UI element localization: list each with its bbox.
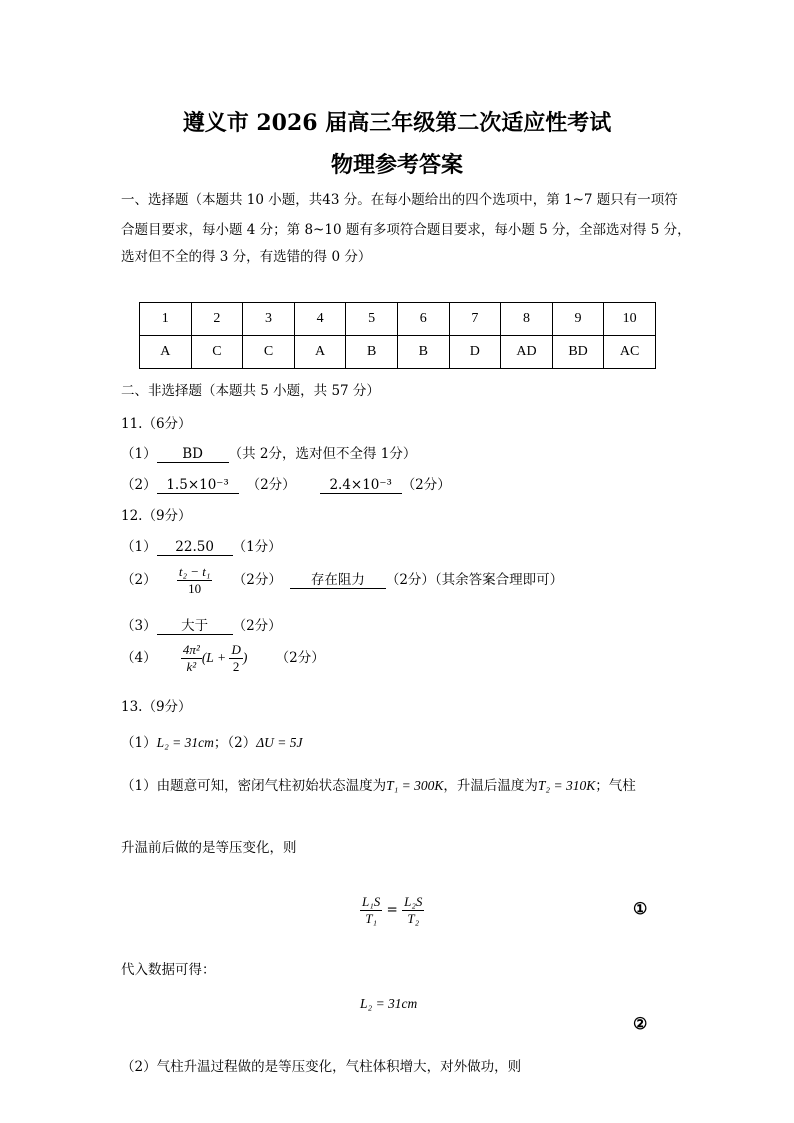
q13-summary-label1: （1） xyxy=(121,735,157,751)
q12-l1-answer: 22.50 xyxy=(157,540,233,556)
question-number: 8 xyxy=(501,303,553,336)
answer-cell: B xyxy=(397,336,449,369)
eq1-rhs xyxy=(402,894,424,927)
fraction-denominator: 2 xyxy=(232,659,240,674)
q12-l4-fraction xyxy=(181,642,202,675)
equation-mark-2: ② xyxy=(633,1014,648,1033)
q12-l2-fraction xyxy=(177,564,213,597)
q12-l1-note: （1分） xyxy=(232,539,282,555)
q13-paragraph2: 升温前后做的是等压变化，则 xyxy=(121,840,297,856)
q13-summary-answer1: L₂ = 31cm xyxy=(156,735,214,750)
q11-l2-answer2: 2.4×10⁻³ xyxy=(320,478,402,494)
q12-l4-mid: (L + xyxy=(201,650,230,665)
answer-cell: C xyxy=(243,336,295,369)
question-number: 9 xyxy=(552,303,604,336)
fraction-numerator: 4π² xyxy=(182,642,200,657)
answer-cell: D xyxy=(449,336,501,369)
q12-l4-end: ) xyxy=(242,650,248,665)
q13-equation1 xyxy=(360,894,424,927)
q12-line3 xyxy=(121,614,282,635)
answer-cell: A xyxy=(140,336,192,369)
answer-cell: BD xyxy=(552,336,604,369)
q11-l1-label: （1） xyxy=(121,446,157,462)
q12-line2 xyxy=(121,564,563,597)
answer-table xyxy=(139,302,656,369)
q12-line1 xyxy=(121,535,282,556)
q11-l1-answer: BD xyxy=(157,447,229,463)
fraction-numerator: L₁S xyxy=(362,894,381,909)
q11-l2-answer1: 1.5×10⁻³ xyxy=(157,478,239,494)
answer-cell: AC xyxy=(604,336,656,369)
q12-l4-fraction2 xyxy=(229,642,242,675)
q11-line2 xyxy=(121,473,451,494)
section1-intro-line2: 合题目要求，每小题 4 分；第 8~10 题有多项符合题目要求，每小题 5 分，全部选对得 5 分， xyxy=(121,222,691,238)
answer-cell: C xyxy=(191,336,243,369)
question-number: 5 xyxy=(346,303,398,336)
question-number: 1 xyxy=(140,303,192,336)
answer-cell: A xyxy=(294,336,346,369)
question-number: 6 xyxy=(397,303,449,336)
q12-line4 xyxy=(121,642,325,675)
q11-l2-note2: （2分） xyxy=(401,477,451,493)
fraction-denominator: 10 xyxy=(188,581,202,596)
q13-paragraph1 xyxy=(121,774,636,794)
q13-p1-t1: T₁ = 300K xyxy=(386,778,444,793)
section2-heading: 二、非选择题（本题共 5 小题，共 57 分） xyxy=(121,383,380,399)
q12-l2-answer2: 存在阻力 xyxy=(290,573,386,589)
q12-l3-note: （2分） xyxy=(232,618,282,634)
q12-l4-note: （2分） xyxy=(275,650,325,666)
q13-paragraph3: 代入数据可得： xyxy=(121,962,216,978)
q12-l1-label: （1） xyxy=(121,539,157,555)
q11-header: 11.（6分） xyxy=(121,416,192,432)
q13-summary-answer2: ΔU = 5J xyxy=(256,735,303,750)
q13-summary xyxy=(121,731,303,751)
q13-p1-text2: ，升温后温度为 xyxy=(443,778,538,794)
eq1-equals: = xyxy=(386,902,398,918)
q13-paragraph4: （2）气柱升温过程做的是等压变化，气柱体积增大，对外做功，则 xyxy=(121,1059,522,1075)
q12-l2-label: （2） xyxy=(121,572,157,588)
section1-intro-line3: 选对但不全的得 3 分，有选错的得 0 分） xyxy=(121,249,372,265)
q11-l2-note1: （2分） xyxy=(246,477,296,493)
answer-cell: AD xyxy=(501,336,553,369)
question-number: 7 xyxy=(449,303,501,336)
fraction-denominator: T₁ xyxy=(365,911,377,926)
section1-intro-line1: 一、选择题（本题共 10 小题，共43 分。在每小题给出的四个选项中，第 1~7 题只有一项符 xyxy=(121,192,678,208)
q13-p1-t2: T₂ = 310K xyxy=(537,778,596,793)
question-number: 2 xyxy=(191,303,243,336)
q12-l2-note1: （2分） xyxy=(232,572,282,588)
q13-p1-text1: （1）由题意可知，密闭气柱初始状态温度为 xyxy=(121,778,387,794)
q12-l3-label: （3） xyxy=(121,618,157,634)
exam-title: 遵义市 2026 届高三年级第二次适应性考试 xyxy=(182,110,612,136)
answer-table-number-row xyxy=(140,303,656,336)
question-number: 4 xyxy=(294,303,346,336)
answer-table-answer-row xyxy=(140,336,656,369)
q12-l4-label: （4） xyxy=(121,650,157,666)
q11-l1-note: （共 2分，选对但不全得 1分） xyxy=(228,446,417,462)
q13-p1-text3: ；气柱 xyxy=(595,778,636,794)
question-number: 10 xyxy=(604,303,656,336)
eq1-lhs xyxy=(360,894,382,927)
answer-cell: B xyxy=(346,336,398,369)
equation-mark-1: ① xyxy=(633,899,648,918)
question-number: 3 xyxy=(243,303,295,336)
fraction-numerator: L₂S xyxy=(404,894,423,909)
answer-key-title: 物理参考答案 xyxy=(330,152,463,178)
q13-equation2: L₂ = 31cm xyxy=(360,996,418,1011)
q13-summary-label2: ；（2） xyxy=(213,735,257,751)
fraction-numerator: t₂ − t₁ xyxy=(178,564,211,579)
q11-line1 xyxy=(121,442,416,463)
q12-l3-answer: 大于 xyxy=(157,619,233,635)
q12-l2-note2: （2分）（其余答案合理即可） xyxy=(385,572,564,588)
fraction-numerator: D xyxy=(231,642,241,657)
fraction-denominator: T₂ xyxy=(407,911,420,926)
q13-header: 13.（9分） xyxy=(121,699,192,715)
q12-header: 12.（9分） xyxy=(121,508,192,524)
fraction-denominator: k² xyxy=(186,659,197,674)
q11-l2-label: （2） xyxy=(121,477,157,493)
